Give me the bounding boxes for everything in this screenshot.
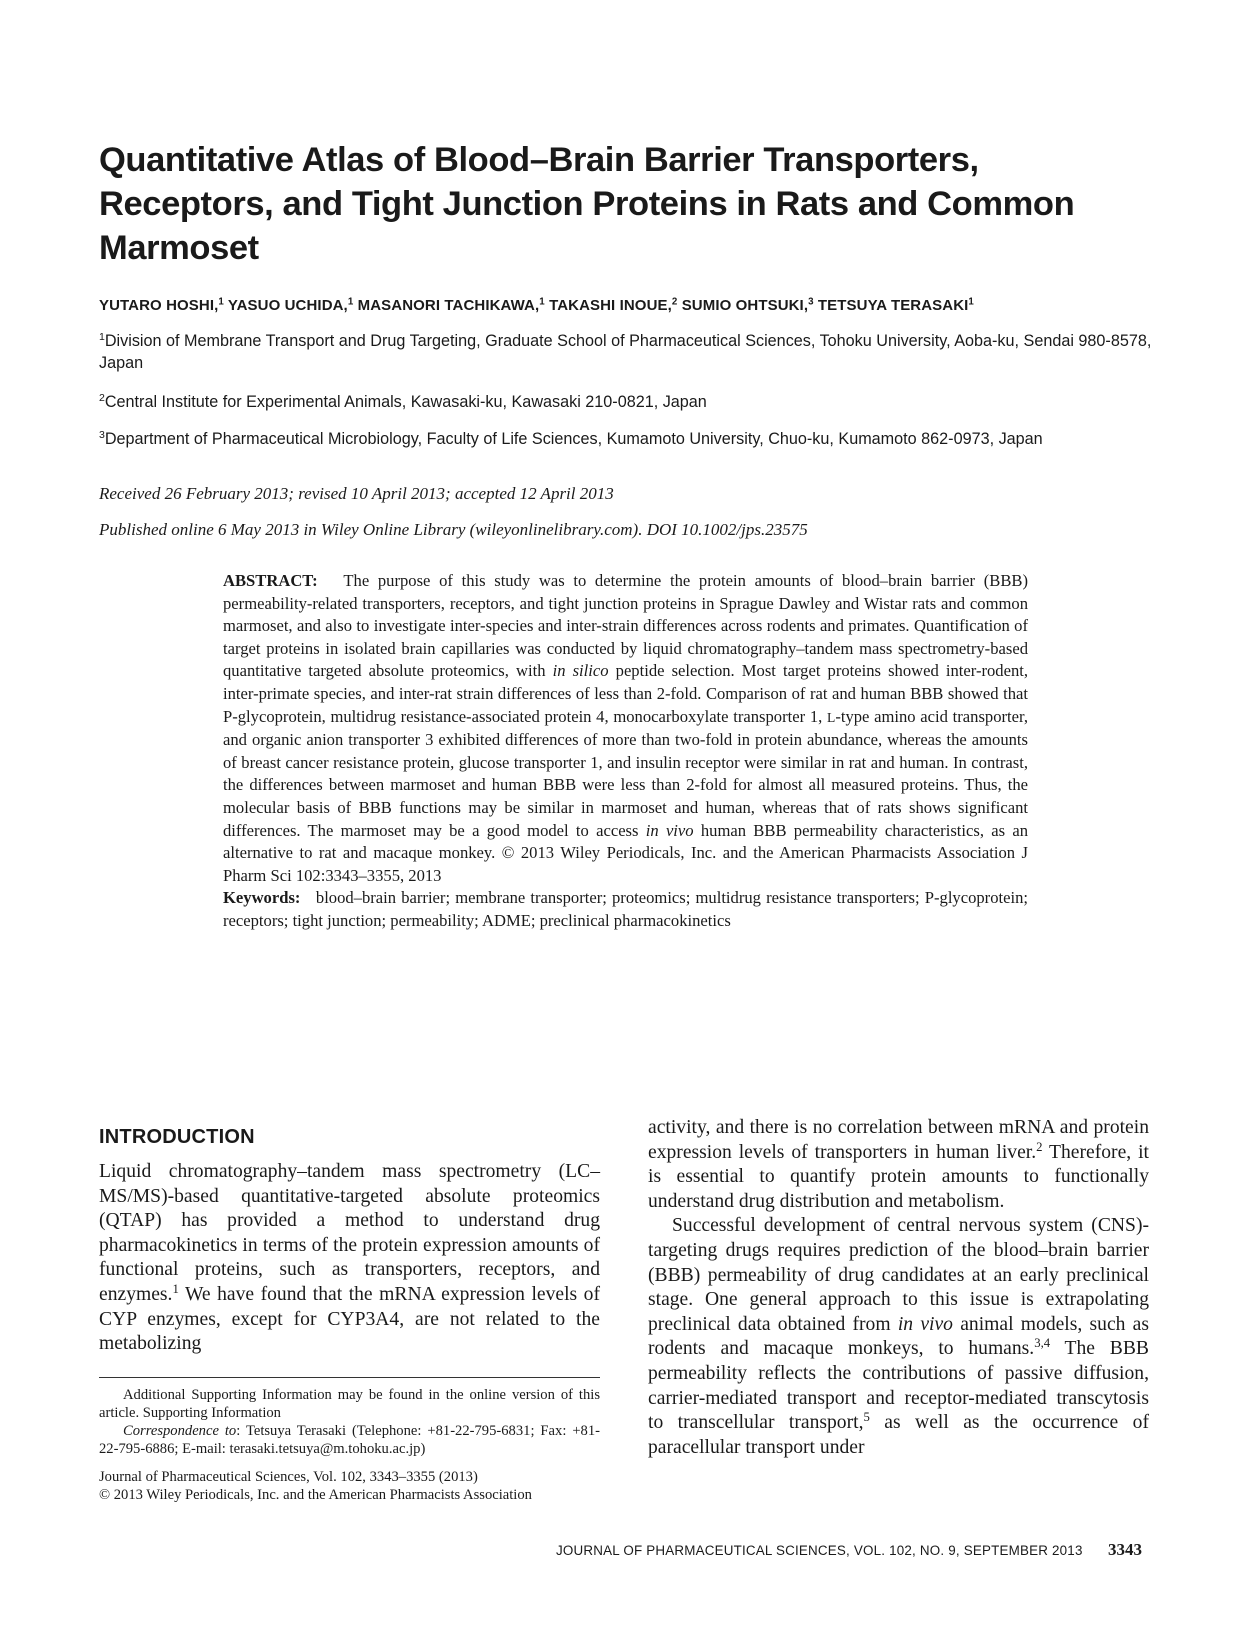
left-column bbox=[99, 1160, 600, 1357]
abstract-smallcaps: L bbox=[826, 709, 836, 725]
author-name: YASUO UCHIDA, bbox=[227, 297, 348, 314]
body-text: animal models, such as rodents and macaque monkeys, to humans. bbox=[648, 1313, 1149, 1360]
abstract-italic: in silico bbox=[552, 661, 609, 681]
affiliation-marker: 2 bbox=[671, 296, 678, 308]
intro-paragraph-1-continued bbox=[648, 1116, 1149, 1214]
affiliation-3 bbox=[99, 428, 1159, 450]
abstract-body bbox=[223, 570, 1028, 887]
abstract bbox=[223, 570, 1028, 933]
abstract-text: -type amino acid transporter, and organic anion transporter 3 exhibited differences of more than two-fold in protein abundance, whereas the amounts of breast cancer resistance protein, glucose transporter 1, and insulin receptor were similar in rat and human. In contrast, the differences between marmoset and human BBB were less than 2-fold for almost all measured proteins. Thus, the molecular basis of BBB functions may be similar in marmoset and human, whereas that of rats shows significant differences. The marmoset may be a good model to access bbox=[223, 706, 1029, 840]
body-text: Successful development of central nervous system (CNS)-targeting drugs requires prediction of the blood–brain barrier (BBB) permeability of drug candidates at an early preclinical stage. One general approach to this issue is extrapolating preclinical data obtained from bbox=[648, 1215, 1149, 1335]
running-footer: JOURNAL OF PHARMACEUTICAL SCIENCES, VOL. 102, NO. 9, SEPTEMBER 2013 bbox=[556, 1543, 1083, 1558]
affiliation-marker: 1 bbox=[968, 296, 974, 308]
affiliation-text: Central Institute for Experimental Animals, Kawasaki-ku, Kawasaki 210-0821, Japan bbox=[104, 393, 707, 411]
abstract-label: ABSTRACT: bbox=[223, 571, 318, 590]
footnotes bbox=[99, 1386, 600, 1504]
affiliation-number: 3 bbox=[99, 429, 105, 442]
affiliation-2 bbox=[99, 391, 1159, 413]
author-name: TETSUYA TERASAKI bbox=[817, 297, 969, 314]
reference-marker: 1 bbox=[172, 1281, 179, 1296]
body-text: The BBB permeability reflects the contributions of passive diffusion, carrier-mediated transport and receptor-mediated transcytosis to transcellular transport, bbox=[648, 1338, 1149, 1434]
publication-info: Published online 6 May 2013 in Wiley Online Library (wileyonlinelibrary.com). DOI 10.1002/jps.23575 bbox=[99, 520, 808, 539]
affiliation-marker: 1 bbox=[218, 296, 224, 308]
keywords-text: blood–brain barrier; membrane transporter; proteomics; multidrug resistance transporters; P-glycoprotein; receptors; tight junction; permeability; ADME; preclinical pharmacokinetics bbox=[223, 888, 1028, 930]
affiliation-marker: 3 bbox=[808, 296, 814, 308]
body-text: activity, and there is no correlation between mRNA and protein expression levels of transporters in human liver. bbox=[648, 1117, 1149, 1163]
intro-paragraph-2 bbox=[648, 1214, 1149, 1460]
abstract-text: The purpose of this study was to determine the protein amounts of blood–brain barrier (BBB) permeability-related transporters, receptors, and tight junction proteins in Sprague Dawley and Wistar rats and common marmoset, and also to investigate inter-species and inter-strain differences across rodents and primates. Quantification of target proteins in isolated brain capillaries was conducted by liquid chromatography–tandem mass spectrometry-based quantitative targeted absolute proteomics, with bbox=[223, 571, 1028, 681]
body-italic: in vivo bbox=[897, 1313, 953, 1335]
supporting-info-note: Additional Supporting Information may be found in the online version of this article. Supporting Information bbox=[99, 1387, 600, 1421]
body-text: Therefore, it is essential to quantify protein amounts to functionally understand drug distribution and metabolism. bbox=[648, 1141, 1149, 1212]
author-name: TAKASHI INOUE, bbox=[549, 297, 672, 314]
affiliation-1 bbox=[99, 330, 1159, 374]
reference-marker: 3,4 bbox=[1034, 1336, 1051, 1351]
abstract-text: peptide selection. Most target proteins showed inter-rodent, inter-primate species, and inter-rat strain differences of less than 2-fold. Comparison of rat and human BBB showed that P-glycoprotein, multidrug resistance-associated protein 4, monocarboxylate transporter 1, bbox=[223, 661, 1029, 726]
abstract-italic: in vivo bbox=[645, 820, 694, 840]
right-column bbox=[648, 1116, 1149, 1460]
author-name: YUTARO HOSHI, bbox=[99, 297, 219, 314]
reference-marker: 2 bbox=[1036, 1139, 1043, 1154]
received-dates: Received 26 February 2013; revised 10 April 2013; accepted 12 April 2013 bbox=[99, 484, 614, 503]
affiliation-text: Division of Membrane Transport and Drug Targeting, Graduate School of Pharmaceutical Sciences, Tohoku University, Aoba-ku, Sendai 980-8578, Japan bbox=[99, 332, 1152, 372]
affiliation-marker: 1 bbox=[539, 296, 545, 308]
correspondence-label: Correspondence to bbox=[123, 1423, 237, 1439]
section-heading-introduction: INTRODUCTION bbox=[99, 1126, 255, 1148]
footnote-divider bbox=[99, 1377, 600, 1378]
author-list bbox=[99, 297, 1159, 314]
keywords bbox=[223, 887, 1028, 932]
keywords-label: Keywords: bbox=[223, 888, 301, 908]
affiliation-marker: 1 bbox=[347, 296, 354, 308]
author-name: SUMIO OHTSUKI, bbox=[681, 297, 809, 314]
affiliation-text: Department of Pharmaceutical Microbiology, Faculty of Life Sciences, Kumamoto University, Chuo-ku, Kumamoto 862-0973, Japan bbox=[104, 430, 1043, 448]
correspondence-note bbox=[99, 1422, 600, 1458]
intro-paragraph-1 bbox=[99, 1160, 600, 1357]
body-text: We have found that the mRNA expression levels of CYP enzymes, except for CYP3A4, are not related to the metabolizing bbox=[99, 1283, 600, 1355]
affiliation-number: 2 bbox=[99, 392, 105, 405]
body-text: as well as the occurrence of paracellular transport under bbox=[648, 1412, 1149, 1458]
page-number: 3343 bbox=[1108, 1540, 1142, 1559]
body-text: Liquid chromatography–tandem mass spectrometry (LC–MS/MS)-based quantitative-targeted absolute proteomics (QTAP) has provided a method to understand drug pharmacokinetics in terms of the protein expression amounts of functional proteins, such as transporters, receptors, and enzymes. bbox=[99, 1161, 600, 1305]
affiliation-number: 1 bbox=[99, 331, 105, 344]
journal-citation: Journal of Pharmaceutical Sciences, Vol. 102, 3343–3355 (2013) bbox=[99, 1469, 478, 1485]
article-title: Quantitative Atlas of Blood–Brain Barrier Transporters, Receptors, and Tight Junction Proteins in Rats and Common Marmoset bbox=[99, 141, 1075, 267]
copyright-note: © 2013 Wiley Periodicals, Inc. and the American Pharmacists Association bbox=[99, 1487, 532, 1503]
correspondence-text: : Tetsuya Terasaki (Telephone: +81-22-795-6831; Fax: +81-22-795-6886; E-mail: terasaki.tetsuya@m.tohoku.ac.jp) bbox=[99, 1423, 601, 1457]
abstract-text: human BBB permeability characteristics, as an alternative to rat and macaque monkey. © 2013 Wiley Periodicals, Inc. and the American Pharmacists Association J Pharm Sci 102:3343–3355, 2013 bbox=[223, 820, 1028, 885]
author-name: MASANORI TACHIKAWA, bbox=[357, 297, 540, 314]
reference-marker: 5 bbox=[863, 1410, 870, 1425]
